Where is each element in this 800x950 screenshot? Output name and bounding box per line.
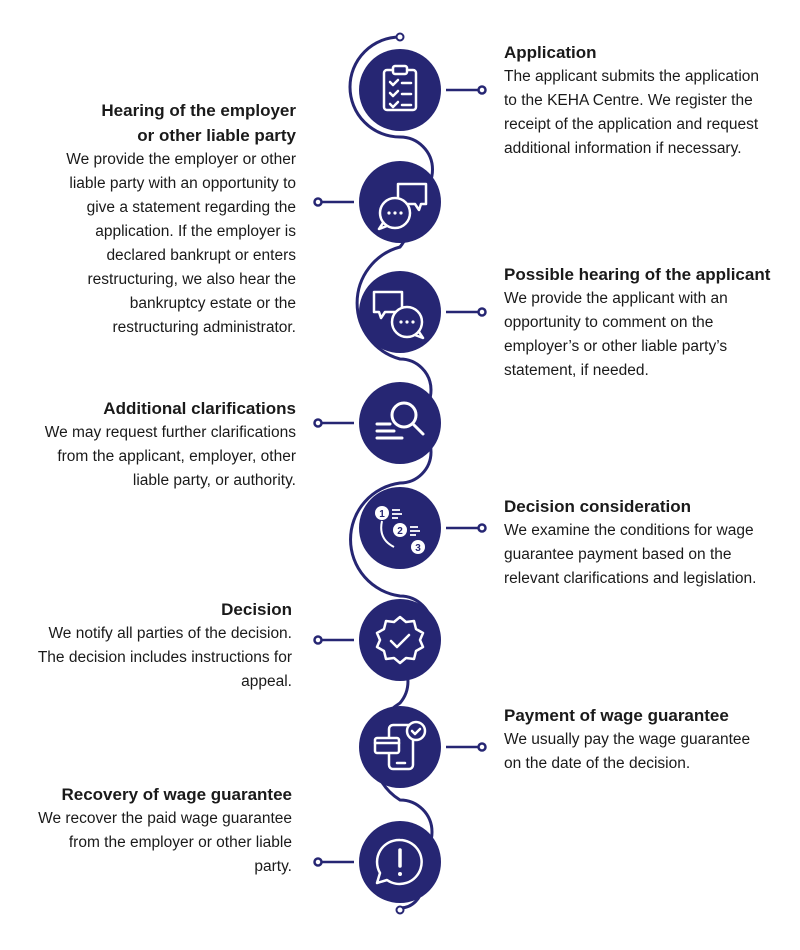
step-title: Recovery of wage guarantee xyxy=(61,785,292,804)
step-number-2: 2 xyxy=(397,526,403,537)
step-number-3: 3 xyxy=(415,543,421,554)
step-decision xyxy=(2,597,292,694)
step-3-node xyxy=(359,271,441,353)
step-title: Decision xyxy=(221,600,292,619)
step-description: We provide the applicant with an opportunity to comment on the employer’s or other liable party’s statement, if needed. xyxy=(504,290,728,379)
step-description: We provide the employer or other liable party with an opportunity to give a statement regarding the application. If the employer is declared bankrupt or enters restructuring, we also hear the bankruptcy estate or the restructuring administrator. xyxy=(66,151,296,336)
step-6-node xyxy=(359,599,441,681)
step-description: We notify all parties of the decision. The decision includes instructions for appeal. xyxy=(37,625,292,690)
step-description: We usually pay the wage guarantee on the date of the decision. xyxy=(504,731,751,772)
step-title: Possible hearing of the applicant xyxy=(504,265,771,284)
step-payment xyxy=(504,703,794,776)
step-recovery xyxy=(2,782,292,879)
step-description: We may request further clarifications from the applicant, employer, other liable party, or authority. xyxy=(44,424,296,489)
step-8-node xyxy=(359,821,441,903)
step-description: We recover the paid wage guarantee from the employer or other liable party. xyxy=(38,810,292,875)
step-number-1: 1 xyxy=(379,509,385,520)
step-additional-clarifications xyxy=(6,396,296,493)
step-2-node xyxy=(359,161,441,243)
step-4-node xyxy=(359,382,441,464)
step-title: Additional clarifications xyxy=(103,399,296,418)
step-title: Payment of wage guarantee xyxy=(504,706,729,725)
step-title: Decision consideration xyxy=(504,497,692,516)
step-1-node xyxy=(359,49,441,131)
step-5-node xyxy=(359,487,441,569)
step-application xyxy=(504,40,794,161)
step-7-node xyxy=(359,706,441,788)
step-decision-consideration xyxy=(504,494,794,591)
step-hearing-employer xyxy=(6,98,296,340)
step-title: Hearing of the employer or other liable party xyxy=(101,101,296,145)
step-title: Application xyxy=(504,43,597,62)
step-hearing-applicant xyxy=(504,262,794,383)
step-description: The applicant submits the application to the KEHA Centre. We register the receipt of the application and request additional information if necessary. xyxy=(504,68,760,157)
timeline-start-dot xyxy=(397,34,404,41)
timeline-end-dot xyxy=(397,907,404,914)
step-description: We examine the conditions for wage guarantee payment based on the relevant clarifications and legislation. xyxy=(504,522,757,587)
